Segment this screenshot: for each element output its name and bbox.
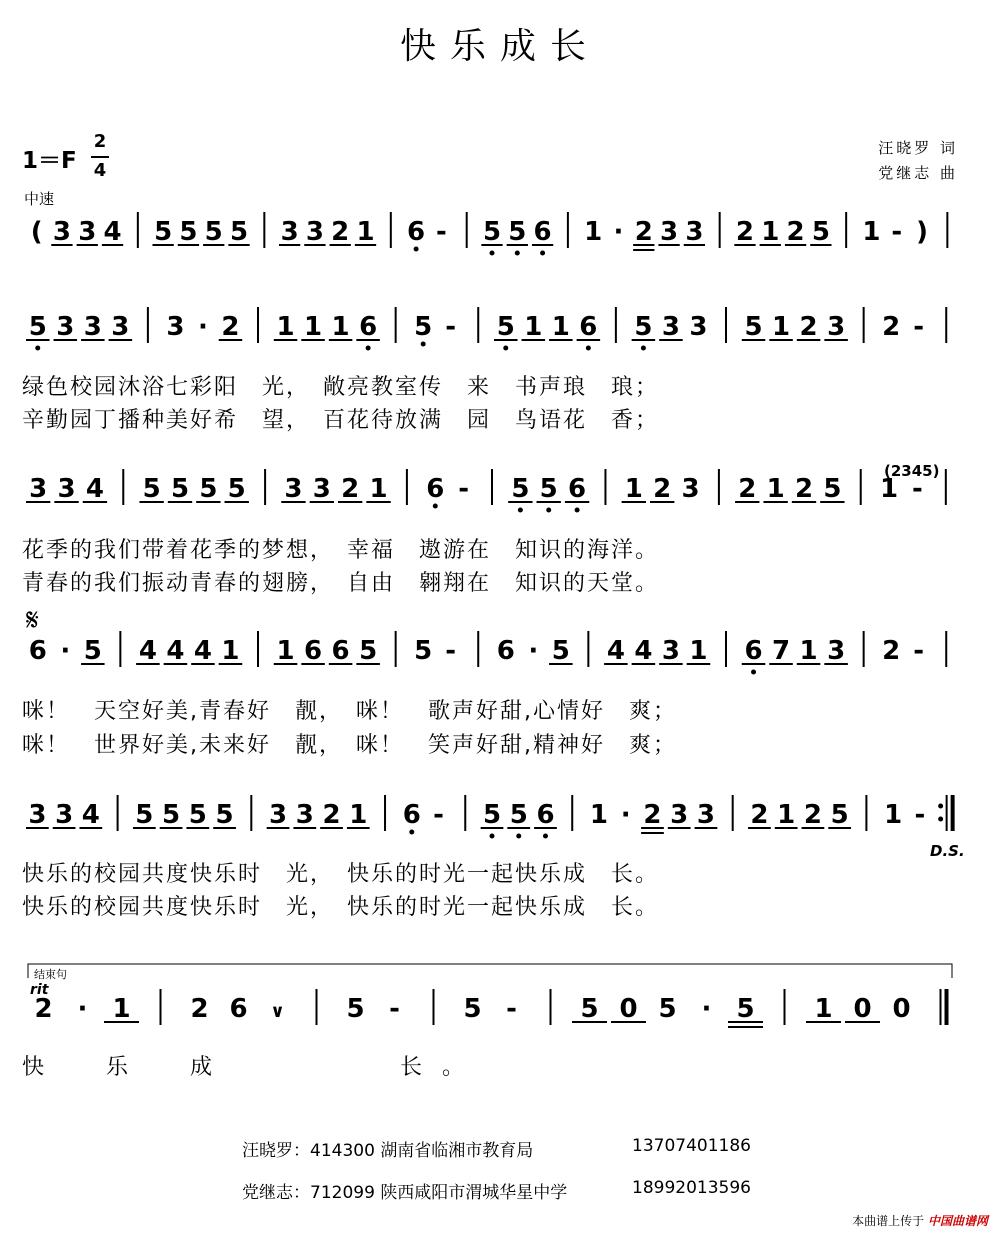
note-3-29: 3 [827, 636, 846, 666]
note-3-2: 5 [83, 636, 102, 666]
low-octave-dot [751, 670, 756, 675]
note-0-18: 5 [482, 217, 502, 247]
note-3-12: 5 [359, 636, 378, 666]
note-2-4: 5 [142, 474, 161, 504]
note-3-5: 4 [166, 636, 185, 666]
note-0-7: 5 [204, 217, 223, 247]
upload-note [852, 1212, 988, 1229]
low-octave-dot [641, 346, 646, 351]
note-0-11: 3 [305, 217, 324, 247]
note-5-6: ∨ [270, 1001, 285, 1022]
note-1-32: - [913, 312, 925, 342]
note-4-30: 5 [830, 800, 849, 830]
note-0-0: ( [30, 217, 43, 247]
note-5-2: 1 [112, 994, 131, 1024]
segno-sign: 𝄋 [26, 603, 39, 638]
note-0-16: - [436, 217, 447, 247]
lyric-line-6: 快 乐 成 长。 [22, 1055, 485, 1080]
note-2-25: 2 [738, 474, 757, 504]
note-4-19: 6 [536, 800, 555, 830]
note-4-33: - [914, 800, 926, 830]
note-2-22: 2 [653, 474, 672, 504]
note-3-9: 1 [276, 636, 295, 666]
note-2-15: - [458, 474, 470, 504]
note-2-2: 4 [85, 474, 104, 504]
note-5-14: 5 [580, 994, 599, 1024]
note-0-12: 2 [331, 217, 350, 247]
footer-wang-addr: 湖南省临湘市教育局 [380, 1141, 534, 1161]
note-5-9: - [389, 994, 400, 1024]
volta-bracket: (2345) [884, 462, 940, 480]
note-5-11: 5 [463, 994, 482, 1024]
note-0-8: 5 [229, 217, 249, 247]
low-octave-dot [433, 504, 438, 509]
rit-marking: rit [30, 982, 49, 998]
low-octave-dot [543, 834, 548, 839]
ds-marking: D.S. [930, 842, 965, 860]
lyric-line-3-verse-2: 青春的我们振动青春的翅膀， 自由 翱翔在 知识的天堂。 [22, 571, 660, 596]
note-2-17: 5 [511, 474, 530, 504]
note-1-22: 5 [634, 312, 653, 342]
note-3-31: 2 [882, 636, 901, 666]
note-2-0: 3 [29, 474, 48, 504]
note-1-5: 3 [166, 312, 185, 342]
note-1-27: 1 [772, 312, 791, 342]
note-1-11: 1 [331, 312, 350, 342]
note-5-18: 5 [736, 994, 755, 1024]
note-2-10: 3 [312, 474, 331, 504]
note-3-6: 4 [193, 636, 212, 666]
note-4-2: 4 [81, 800, 100, 830]
note-0-13: 1 [356, 217, 375, 247]
footer-wang-phone: 13707401186 [632, 1136, 751, 1156]
repeat-dot [938, 817, 943, 822]
note-1-10: 1 [304, 312, 323, 342]
note-4-15: - [433, 800, 444, 830]
note-4-10: 3 [295, 800, 314, 830]
note-3-24: 1 [689, 636, 708, 666]
time-signature-bottom: 4 [93, 160, 107, 181]
note-1-2: 3 [83, 312, 102, 342]
note-2-14: 6 [426, 474, 445, 504]
note-1-0: 5 [28, 312, 47, 342]
key-signature: 1＝F [22, 148, 77, 174]
note-3-32: - [913, 636, 925, 666]
footer-dang-addr: 陕西咸阳市渭城华星中学 [380, 1183, 568, 1203]
low-octave-dot [414, 247, 419, 252]
note-5-0: 2 [34, 994, 53, 1024]
note-4-18: 5 [509, 800, 528, 830]
lyricist-credit: 汪晓罗 词 [878, 139, 958, 157]
footer-dang-postcode: 712099 [310, 1183, 375, 1203]
note-4-1: 3 [55, 800, 74, 830]
note-2-21: 1 [624, 474, 643, 504]
note-0-35: ) [916, 217, 928, 247]
note-1-26: 5 [744, 312, 763, 342]
footer-dang [242, 1178, 567, 1203]
note-4-9: 3 [269, 800, 288, 830]
note-5-5: 6 [229, 994, 248, 1024]
note-3-11: 6 [331, 636, 350, 666]
low-octave-dot [409, 830, 414, 835]
note-3-0: 6 [28, 636, 47, 666]
note-4-4: 5 [135, 800, 154, 830]
low-octave-dot [515, 251, 520, 256]
note-1-12: 6 [359, 312, 378, 342]
note-1-20: 6 [579, 312, 598, 342]
note-5-22: 0 [892, 994, 911, 1024]
page-title: 快乐成长 [399, 26, 600, 67]
note-1-24: 3 [689, 312, 708, 342]
note-1-14: 5 [414, 312, 433, 342]
note-3-17: 6 [496, 636, 515, 666]
composer-credit: 党继志 曲 [878, 164, 958, 182]
note-5-12: - [506, 994, 517, 1024]
note-4-32: 1 [884, 800, 903, 830]
note-0-29: 1 [761, 217, 780, 247]
note-5-8: 5 [346, 994, 365, 1024]
upload-text: 本曲谱上传于 [852, 1214, 925, 1228]
lyric-line-4-verse-1: 咪！ 天空好美,青春好 靓， 咪！ 歌声好甜,心情好 爽； [22, 699, 677, 724]
note-2-19: 6 [568, 474, 587, 504]
note-3-1: · [60, 636, 71, 666]
note-1-18: 1 [524, 312, 543, 342]
lyric-line-5-verse-2: 快乐的校园共度快乐时 光， 快乐的时光一起快乐成 长。 [22, 895, 660, 920]
time-signature-line [91, 156, 109, 158]
note-1-1: 3 [56, 312, 75, 342]
note-0-2: 3 [78, 217, 97, 247]
note-1-19: 1 [551, 312, 570, 342]
lyric-line-3-verse-1: 花季的我们带着花季的梦想， 幸福 遨游在 知识的海洋。 [22, 538, 660, 563]
note-3-23: 3 [661, 636, 680, 666]
note-2-18: 5 [539, 474, 558, 504]
note-4-22: · [620, 800, 631, 830]
note-0-25: 3 [660, 217, 679, 247]
note-0-30: 2 [786, 217, 805, 247]
note-2-1: 3 [57, 474, 76, 504]
note-2-26: 1 [766, 474, 785, 504]
note-2-9: 3 [284, 474, 303, 504]
note-5-4: 2 [190, 994, 209, 1024]
low-octave-dot [540, 251, 545, 256]
note-3-26: 6 [744, 636, 763, 666]
note-3-22: 4 [634, 636, 653, 666]
note-4-29: 2 [803, 800, 822, 830]
note-2-6: 5 [199, 474, 218, 504]
note-4-0: 3 [28, 800, 47, 830]
note-3-27: 7 [772, 636, 791, 666]
note-0-15: 6 [407, 217, 426, 247]
low-octave-dot [518, 508, 523, 513]
note-5-20: 1 [814, 994, 833, 1024]
note-0-10: 3 [280, 217, 299, 247]
low-octave-dot [575, 508, 580, 513]
note-0-24: 2 [634, 217, 653, 247]
note-5-17: · [701, 994, 712, 1024]
note-1-6: · [197, 312, 208, 342]
note-2-12: 1 [369, 474, 388, 504]
note-4-27: 2 [750, 800, 769, 830]
note-0-6: 5 [179, 217, 198, 247]
note-4-25: 3 [696, 800, 715, 830]
footer-wang-postcode: 414300 [310, 1141, 375, 1161]
low-octave-dot [490, 834, 495, 839]
low-octave-dot [546, 508, 551, 513]
lyric-line-4-verse-2: 咪！ 世界好美,未来好 靓， 咪！ 笑声好甜,精神好 爽； [22, 733, 677, 758]
note-0-31: 5 [811, 217, 830, 247]
note-0-23: · [613, 217, 624, 247]
note-2-7: 5 [227, 474, 246, 504]
lyric-line-2-verse-1: 绿色校园沐浴七彩阳 光， 敞亮教室传 来 书声琅 琅； [22, 375, 660, 400]
footer-wang [242, 1136, 533, 1161]
low-octave-dot [490, 251, 495, 256]
note-1-7: 2 [221, 312, 240, 342]
note-4-28: 1 [777, 800, 796, 830]
note-3-14: 5 [414, 636, 433, 666]
note-3-10: 6 [304, 636, 323, 666]
note-3-19: 5 [551, 636, 570, 666]
low-octave-dot [503, 346, 508, 351]
site-logo: 中国曲谱网 [927, 1214, 988, 1228]
note-1-29: 3 [827, 312, 846, 342]
note-4-17: 5 [482, 800, 502, 830]
note-3-15: - [445, 636, 457, 666]
low-octave-dot [35, 346, 40, 351]
note-1-9: 1 [276, 312, 295, 342]
note-4-6: 5 [188, 800, 207, 830]
note-4-23: 2 [643, 800, 662, 830]
lyric-line-5-verse-1: 快乐的校园共度快乐时 光， 快乐的时光一起快乐成 长。 [22, 862, 660, 887]
note-0-26: 3 [685, 217, 704, 247]
low-octave-dot [421, 342, 426, 347]
note-3-4: 4 [138, 636, 157, 666]
note-0-1: 3 [52, 217, 71, 247]
footer-wang-name: 汪晓罗： [242, 1141, 310, 1161]
note-0-5: 5 [154, 217, 173, 247]
tempo-marking: 中速 [24, 190, 55, 208]
footer-dang-name: 党继志： [242, 1183, 310, 1203]
time-signature-top: 2 [93, 131, 107, 152]
note-2-5: 5 [170, 474, 190, 504]
note-3-28: 1 [799, 636, 818, 666]
note-4-24: 3 [670, 800, 689, 830]
low-octave-dot [586, 346, 591, 351]
note-0-20: 6 [533, 217, 552, 247]
note-3-7: 1 [221, 636, 240, 666]
low-octave-dot [516, 834, 521, 839]
note-0-34: - [891, 217, 903, 247]
note-0-28: 2 [735, 217, 755, 247]
note-2-11: 2 [341, 474, 360, 504]
note-1-17: 5 [496, 312, 515, 342]
note-2-23: 3 [681, 474, 700, 504]
note-4-7: 5 [215, 800, 234, 830]
note-4-14: 6 [402, 800, 421, 830]
note-1-15: - [445, 312, 457, 342]
note-0-33: 1 [862, 217, 881, 247]
note-1-23: 3 [661, 312, 680, 342]
note-2-27: 2 [794, 474, 814, 504]
note-4-21: 1 [589, 800, 609, 830]
note-3-18: · [528, 636, 539, 666]
footer-dang-phone: 18992013596 [632, 1178, 751, 1198]
note-4-5: 5 [162, 800, 181, 830]
ending-bracket [28, 964, 952, 978]
note-4-12: 1 [349, 800, 368, 830]
lyric-line-2-verse-2: 辛勤园丁播种美好希 望， 百花待放满 园 鸟语花 香； [22, 408, 660, 433]
note-5-15: 0 [619, 994, 638, 1024]
note-0-3: 4 [103, 217, 122, 247]
note-5-1: · [77, 994, 88, 1024]
note-2-30: 1 [880, 474, 899, 504]
note-0-22: 1 [584, 217, 603, 247]
note-3-21: 4 [606, 636, 625, 666]
note-2-28: 5 [823, 474, 842, 504]
note-0-19: 5 [508, 217, 527, 247]
note-1-3: 3 [111, 312, 130, 342]
low-octave-dot [366, 346, 371, 351]
note-4-11: 2 [322, 800, 341, 830]
note-1-31: 2 [882, 312, 901, 342]
note-2-31: - [912, 474, 923, 504]
note-5-21: 0 [853, 994, 872, 1024]
repeat-dot [938, 804, 943, 809]
note-5-16: 5 [658, 994, 677, 1024]
ending-label: 结束句 [34, 968, 67, 981]
note-1-28: 2 [799, 312, 818, 342]
